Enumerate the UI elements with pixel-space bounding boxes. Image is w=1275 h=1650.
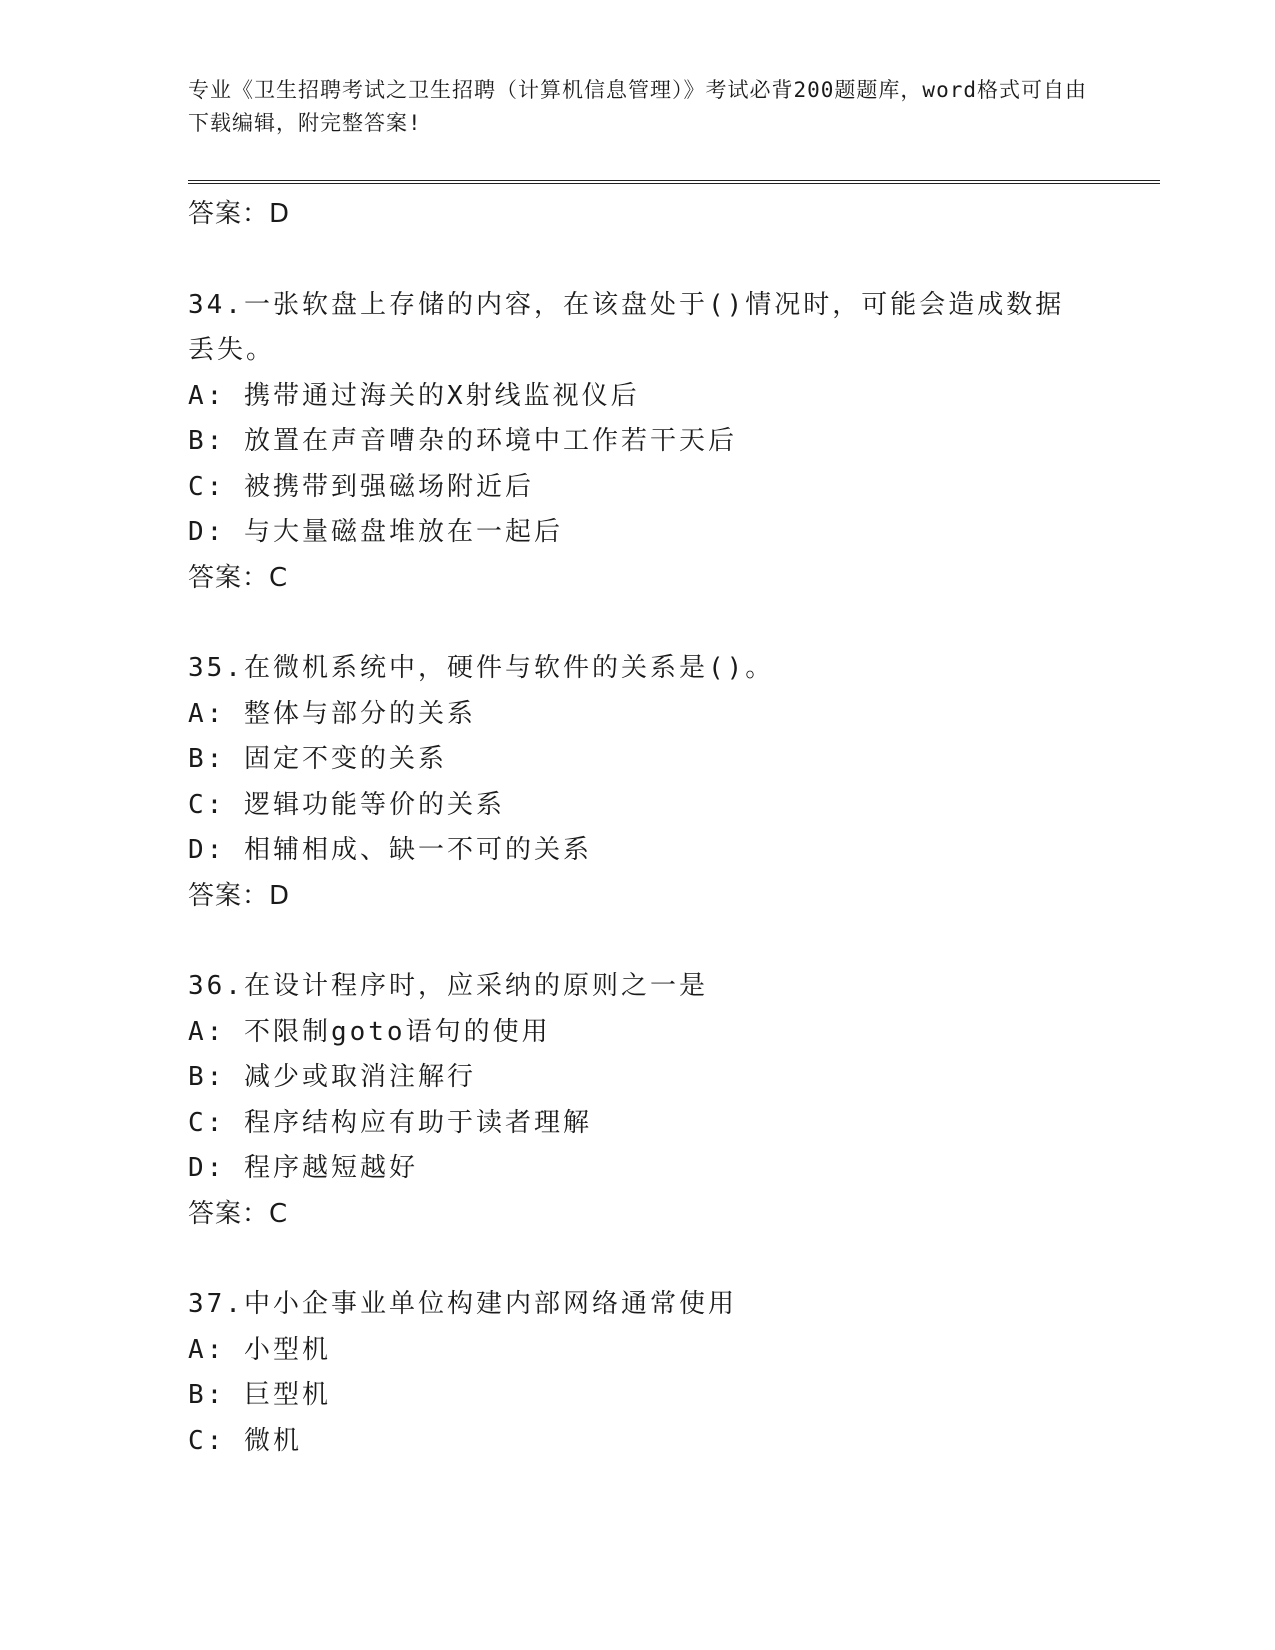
option-a: A: 携带通过海关的X射线监视仪后 — [188, 380, 640, 411]
question-36 — [188, 964, 1088, 1237]
option-b: B: 固定不变的关系 — [188, 744, 447, 774]
answer: 答案：C — [188, 562, 289, 593]
option-c: C: 被携带到强磁场附近后 — [188, 471, 534, 502]
answer: 答案：C — [188, 1198, 289, 1229]
answer: 答案：D — [188, 880, 291, 911]
question-35 — [188, 646, 1088, 919]
header-divider — [188, 180, 1160, 184]
previous-answer: 答案：D — [188, 199, 291, 229]
option-a: A: 不限制goto语句的使用 — [188, 1016, 551, 1047]
option-b: B: 减少或取消注解行 — [188, 1062, 476, 1092]
document-header — [188, 74, 1088, 140]
option-c: C: 逻辑功能等价的关系 — [188, 789, 505, 820]
header-title: 专业《卫生招聘考试之卫生招聘（计算机信息管理）》考试必背200题题库，word格式可自由下载编辑，附完整答案! — [188, 78, 1087, 135]
option-b: B: 巨型机 — [188, 1380, 331, 1410]
question-text: 34.一张软盘上存储的内容，在该盘处于()情况时，可能会造成数据丢失。 — [188, 289, 1065, 365]
question-34 — [188, 283, 1088, 602]
option-b: B: 放置在声音嘈杂的环境中工作若干天后 — [188, 426, 737, 456]
option-c: C: 程序结构应有助于读者理解 — [188, 1107, 592, 1138]
option-a: A: 小型机 — [188, 1334, 331, 1365]
question-37 — [188, 1282, 1088, 1464]
question-text: 35.在微机系统中，硬件与软件的关系是()。 — [188, 653, 775, 683]
option-a: A: 整体与部分的关系 — [188, 698, 476, 729]
question-text: 36.在设计程序时，应采纳的原则之一是 — [188, 971, 708, 1001]
option-c: C: 微机 — [188, 1425, 302, 1456]
option-d: D: 程序越短越好 — [188, 1153, 418, 1183]
question-text: 37.中小企事业单位构建内部网络通常使用 — [188, 1289, 737, 1319]
option-d: D: 与大量磁盘堆放在一起后 — [188, 517, 563, 547]
question-list — [188, 192, 1088, 1464]
option-d: D: 相辅相成、缺一不可的关系 — [188, 835, 592, 865]
